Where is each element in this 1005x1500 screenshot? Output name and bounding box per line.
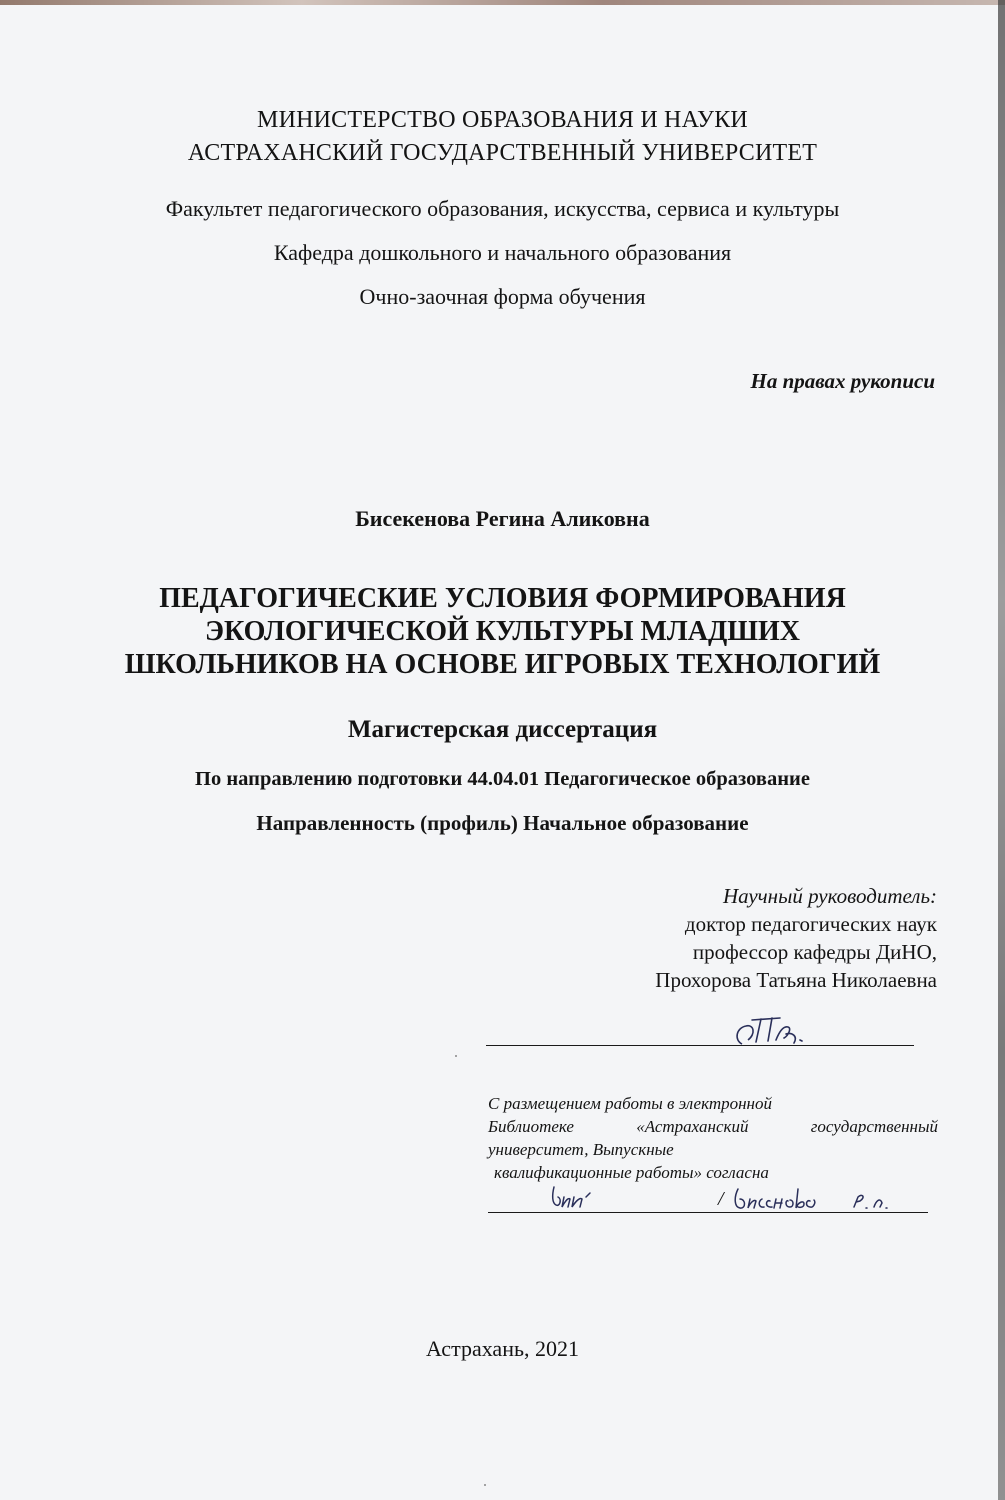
library-consent-line-1: С размещением работы в электронной xyxy=(488,1094,772,1113)
faculty-name: Факультет педагогического образования, искусства, сервиса и культуры xyxy=(165,196,840,221)
thesis-title-line-2: ЭКОЛОГИЧЕСКОЙ КУЛЬТУРЫ МЛАДШИХ xyxy=(204,616,801,647)
thesis-title xyxy=(0,582,1005,681)
author-name: Бисекенова Регина Аликовна xyxy=(355,506,650,531)
study-form: Очно-заочная форма обучения xyxy=(359,284,646,309)
consent-signature-line xyxy=(488,1212,928,1213)
scan-top-edge xyxy=(0,0,1005,5)
scan-speck xyxy=(484,1484,486,1486)
training-profile: Направленность (профиль) Начальное образование xyxy=(256,811,749,835)
supervisor-name: Прохорова Татьяна Николаевна xyxy=(655,968,937,992)
supervisor-signature xyxy=(728,1010,818,1050)
supervisor-block xyxy=(655,882,937,994)
scan-right-edge xyxy=(998,0,1005,1500)
scan-speck xyxy=(455,1055,457,1057)
library-consent-line-2: Библиотеке «Астраханский государственный xyxy=(488,1117,938,1136)
author-signature-name xyxy=(730,1183,910,1213)
library-consent-line-4: квалификационные работы» согласна xyxy=(494,1163,769,1182)
author-signature xyxy=(548,1183,604,1211)
library-consent-line-3: университет, Выпускные xyxy=(488,1140,674,1159)
city-year: Астрахань, 2021 xyxy=(425,1336,580,1361)
supervisor-position: профессор кафедры ДиНО, xyxy=(692,940,937,964)
thesis-title-line-3: ШКОЛЬНИКОВ НА ОСНОВЕ ИГРОВЫХ ТЕХНОЛОГИЙ xyxy=(124,649,881,680)
signature-separator: / xyxy=(718,1188,724,1210)
supervisor-signature-line xyxy=(486,1045,914,1046)
supervisor-role: Научный руководитель: xyxy=(722,884,937,908)
thesis-kind: Магистерская диссертация xyxy=(347,716,658,743)
rights-note: На правах рукописи xyxy=(750,369,935,393)
thesis-title-line-1: ПЕДАГОГИЧЕСКИЕ УСЛОВИЯ ФОРМИРОВАНИЯ xyxy=(159,583,846,614)
library-consent xyxy=(488,1092,938,1184)
ministry-line-2: АСТРАХАНСКИЙ ГОСУДАРСТВЕННЫЙ УНИВЕРСИТЕТ xyxy=(187,140,818,166)
training-direction: По направлению подготовки 44.04.01 Педагогическое образование xyxy=(195,768,810,790)
department-name: Кафедра дошкольного и начального образования xyxy=(273,240,732,265)
supervisor-degree: доктор педагогических наук xyxy=(684,912,937,936)
ministry-header xyxy=(0,104,1005,170)
ministry-line-1: МИНИСТЕРСТВО ОБРАЗОВАНИЯ И НАУКИ xyxy=(257,107,748,133)
